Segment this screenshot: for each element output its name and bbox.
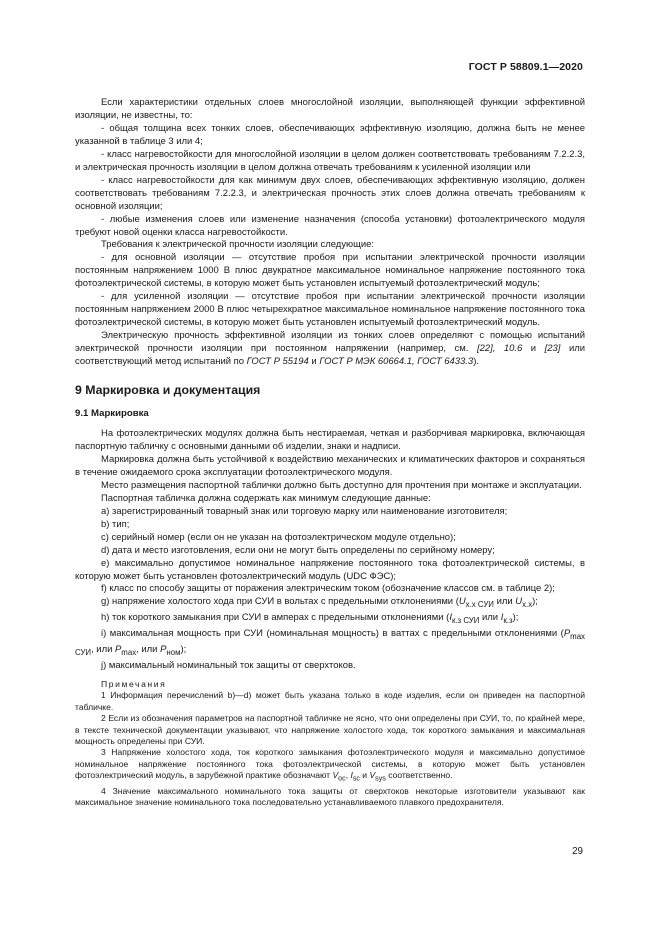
list-item: h) ток короткого замыкания при СУИ в амперах с предельными отклонениями ($I_{к.з СУИ}$ или $I_{к.з}$); [101,612,519,626]
notes-block [75,679,585,809]
paragraph: - любые изменения слоев или изменение назначения (способа установки) фотоэлектрического модуля требуют новой оценки класса нагревостойкости. [75,213,585,238]
document-code-header: ГОСТ Р 58809.1—2020 [468,61,583,73]
section-heading: 9 Маркировка и документация [75,383,261,398]
list-item: f) класс по способу защиты от поражения электрическим током (обозначение классов см. в таблице 2); [101,583,555,595]
paragraph: Требования к электрической прочности изоляции следующие: [101,239,375,251]
paragraph: Паспортная табличка должна содержать как минимум следующие данные: [101,492,431,504]
page-content [75,97,585,808]
note-item: 1 Информация перечислений b)—d) может быть указана только в коде изделия, если он приведен на паспортной табличке. [75,690,585,712]
note-item: 2 Если из обозначения параметров на паспортной табличке не ясно, что они определены при СУИ, то, по крайней мере, в тексте технической документации указывают, что напряжение холостого хода, ток короткого замыкания и максимальная мощность определены при СУИ. [75,713,585,746]
reference-link: [23] [544,343,561,355]
list-item: j) максимальный номинальный ток защиты от сверхтоков. [101,659,356,671]
paragraph: - общая толщина всех тонких слоев, обеспечивающих эффективную изоляцию, должна быть не менее указанной в таблице 3 или 4; [75,122,585,147]
paragraph: На фотоэлектрических модулях должна быть нестираемая, четкая и разборчивая маркировка, включающая паспортную табличку с основными данными об изделии, знаки и надписи. [75,428,585,452]
paragraph: Если характеристики отдельных слоев многослойной изоляции, выполняющей функции эффективной изоляции, не известны, то: [75,97,585,121]
page-number: 29 [572,846,583,857]
paragraph: - класс нагревостойкости для как минимум двух слоев, обеспечивающих эффективную изоляцию, должен соответствовать требованиям 7.2.2.3, и электрическая прочность этих слоев должна отвечать требованиям к основной изоляции; [75,174,585,212]
list-item: c) серийный номер (если он не указан на фотоэлектрическом модуле отдельно); [101,531,456,543]
list-item: g) напряжение холостого хода при СУИ в вольтах с предельными отклонениями ($U_{х.х СУИ}$ или $U_{х.х}$); [101,596,538,610]
reference-link: [22], 10.6 [476,343,523,355]
reference-link: ГОСТ Р МЭК 60664.1, ГОСТ 6433.3 [319,356,474,368]
paragraph: - для усиленной изоляции — отсутствие пробоя при испытании электрической прочности изоляции постоянным напряжением 2000 В плюс четырехкратное максимальное номинальное напряжение постоянного тока фотоэлектрической системы, в которую может быть установлен испытуемый фотоэлектрический модуль. [75,291,585,329]
list-item: а) зарегистрированный товарный знак или торговую марку или наименование изготовителя; [101,505,508,517]
note-item: 3 Напряжение холостого хода, ток короткого замыкания фотоэлектрического модуля и максимально допустимое номинальное напряжение постоянного тока фотоэлектрической системы, в которую может быть установлен фотоэлектрический модуль, в зарубежной практике обозначают $V_{oc}$, $I_{sc}$ и $V_{sys}$ соответственно. [75,747,585,784]
paragraph: - класс нагревостойкости для многослойной изоляции в целом должен соответствовать требованиям 7.2.2.3, и электрическая прочность изоляции в целом должна отвечать требованиям к усиленной изоляции или [75,148,585,173]
note-item: 4 Значение максимального номинального тока защиты от сверхтоков некоторые изготовители указывают как максимальное значение номинального тока последовательно устанавливаемого плавкого предохранителя. [75,785,585,807]
list-item: b) тип; [101,518,130,530]
reference-link: ГОСТ Р 55194 [246,356,309,368]
notes-title: Примечания [101,678,167,689]
paragraph-with-references: Электрическую прочность эффективной изоляции из тонких слоев определяют с помощью испытаний электрической прочности изоляции при постоянном напряжении (например, см. [22], 10.6 и [23] или соответствующий метод испытаний по ГОСТ Р 55194 и ГОСТ Р МЭК 60664.1, ГОСТ 6433.3). [75,330,585,368]
list-item: i) максимальная мощность при СУИ (номинальная мощность) в ваттах с предельными отклонениями ($P_{max СУИ}$, или $P_{max}$, или $P_{ном}$); [75,628,585,657]
paragraph: Маркировка должна быть устойчивой к воздействию механических и климатических факторов и сохраняться в течение ожидаемого срока эксплуатации фотоэлектрического модуля. [75,453,585,478]
paragraph: - для основной изоляции — отсутствие пробоя при испытании электрической прочности изоляции постоянным напряжением 1000 В плюс двукратное максимальное номинальное напряжение постоянного тока фотоэлектрической системы, в которую может быть установлен испытуемый фотоэлектрический модуль; [75,252,585,290]
list-item: e) максимально допустимое номинальное напряжение постоянного тока фотоэлектрической системы, в которую может быть установлен фотоэлектрический модуль (UDC ФЭС); [75,557,585,582]
list-item: d) дата и место изготовления, если они не могут быть определены по серийному номеру; [101,544,495,556]
paragraph: Место размещения паспортной таблички должно быть доступно для прочтения при монтаже и эксплуатации. [101,479,582,491]
subsection-heading: 9.1 Маркировка [75,408,149,420]
